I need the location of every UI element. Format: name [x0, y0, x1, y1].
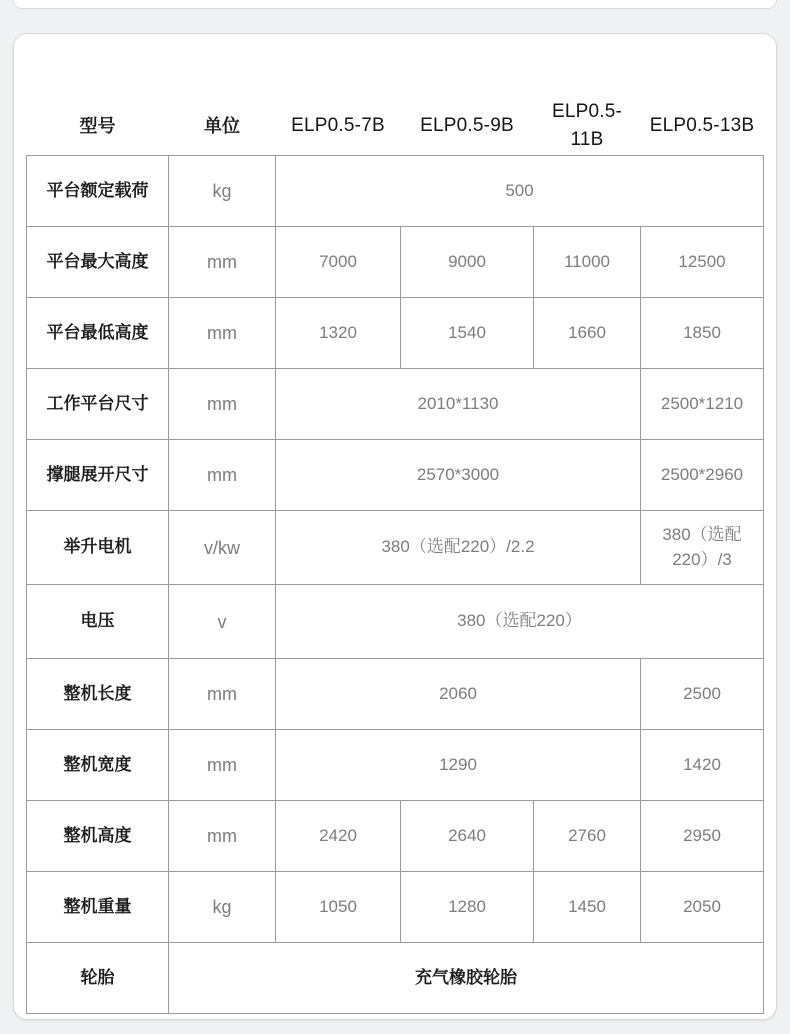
- spec-card: [13, 33, 777, 1020]
- row-label: 撑腿展开尺寸: [27, 440, 169, 511]
- cell-value: 1850: [641, 298, 764, 369]
- row-label: 平台额定载荷: [27, 156, 169, 227]
- spec-row-outrigger-size: [27, 440, 764, 511]
- header-model-elp05-7b: ELP0.5-7B: [291, 114, 385, 136]
- spec-row-overall-width: [27, 730, 764, 801]
- cell-value: 2950: [641, 801, 764, 872]
- row-unit: mm: [169, 730, 276, 801]
- cell-value: 9000: [401, 227, 534, 298]
- row-unit: mm: [169, 227, 276, 298]
- cell-value: 380（选配220）/2.2: [276, 511, 641, 585]
- cell-value: 1280: [401, 872, 534, 943]
- cell-value: 1290: [276, 730, 641, 801]
- cell-value: 7000: [276, 227, 401, 298]
- cell-value: 1320: [276, 298, 401, 369]
- header-model-elp05-13b: ELP0.5-13B: [649, 114, 755, 136]
- table-header-row: [27, 96, 764, 156]
- header-unit-label: 单位: [204, 115, 240, 136]
- row-label: 平台最低高度: [27, 298, 169, 369]
- cell-value: 1540: [401, 298, 534, 369]
- row-label: 轮胎: [27, 943, 169, 1014]
- cell-value: 2500*1210: [641, 369, 764, 440]
- spec-row-voltage: [27, 585, 764, 659]
- cell-value: 1660: [534, 298, 641, 369]
- cell-value: 2640: [401, 801, 534, 872]
- cell-value: 2050: [641, 872, 764, 943]
- spec-row-lift-motor: [27, 511, 764, 585]
- row-label: 工作平台尺寸: [27, 369, 169, 440]
- spec-row-overall-length: [27, 659, 764, 730]
- cell-value: 1050: [276, 872, 401, 943]
- row-label: 整机重量: [27, 872, 169, 943]
- row-unit: mm: [169, 801, 276, 872]
- cell-value: 500: [276, 156, 764, 227]
- cell-value: 380（选配220）: [276, 585, 764, 659]
- cell-value: 2570*3000: [276, 440, 641, 511]
- cell-value: 11000: [534, 227, 641, 298]
- spec-row-overall-weight: [27, 872, 764, 943]
- cell-value: 2500*2960: [641, 440, 764, 511]
- cell-value: 2760: [534, 801, 641, 872]
- row-unit: mm: [169, 369, 276, 440]
- cell-value: 2420: [276, 801, 401, 872]
- row-label: 整机宽度: [27, 730, 169, 801]
- row-unit: mm: [169, 440, 276, 511]
- cell-value: 1420: [641, 730, 764, 801]
- row-label: 举升电机: [27, 511, 169, 585]
- header-model-label: 型号: [79, 115, 116, 136]
- cell-value: 2500: [641, 659, 764, 730]
- previous-card-bottom-edge: [13, 0, 777, 9]
- row-label: 电压: [27, 585, 169, 659]
- cell-value: 充气橡胶轮胎: [169, 943, 764, 1014]
- spec-row-min-height: [27, 298, 764, 369]
- spec-row-overall-height: [27, 801, 764, 872]
- cell-value: 380（选配220）/3: [641, 511, 764, 585]
- spec-row-tires: [27, 943, 764, 1014]
- spec-row-max-height: [27, 227, 764, 298]
- row-unit: kg: [169, 872, 276, 943]
- cell-value: 2060: [276, 659, 641, 730]
- cell-value: 2010*1130: [276, 369, 641, 440]
- header-model-elp05-11b: ELP0.5-11B: [551, 101, 623, 150]
- row-unit: v: [169, 585, 276, 659]
- cell-value: 1450: [534, 872, 641, 943]
- row-unit: v/kw: [169, 511, 276, 585]
- row-label: 整机高度: [27, 801, 169, 872]
- row-label: 平台最大高度: [27, 227, 169, 298]
- spec-table: [26, 96, 764, 1014]
- row-label: 整机长度: [27, 659, 169, 730]
- row-unit: mm: [169, 659, 276, 730]
- cell-value: 12500: [641, 227, 764, 298]
- header-model-elp05-9b: ELP0.5-9B: [420, 114, 514, 136]
- spec-row-platform-size: [27, 369, 764, 440]
- row-unit: kg: [169, 156, 276, 227]
- spec-row-rated-load: [27, 156, 764, 227]
- row-unit: mm: [169, 298, 276, 369]
